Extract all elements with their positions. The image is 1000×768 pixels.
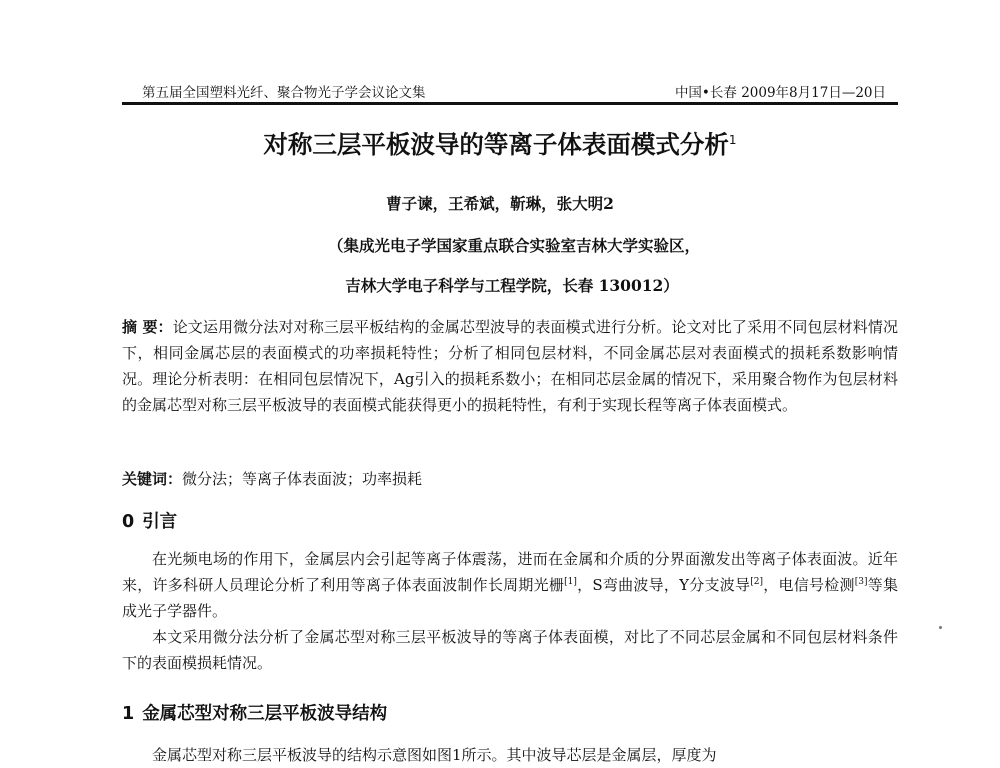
running-header <box>122 80 898 105</box>
abstract-label: 摘 要： <box>122 318 173 336</box>
keywords-label: 关键词： <box>122 470 183 488</box>
paper-title <box>0 126 1000 161</box>
citation-2[interactable]: [2] <box>750 577 763 587</box>
abstract <box>122 314 898 418</box>
conference-location-date: 中国•长春 2009年8月17日—20日 <box>674 85 886 101</box>
author-list: 曹子谏，王希斌，靳琳，张大明2 <box>386 194 614 213</box>
intro-p1-text-b: ，S弯曲波导，Y分支波导 <box>576 576 751 594</box>
intro-p1-text-c: ，电信号检测 <box>763 576 855 594</box>
affiliation-line-1: （集成光电子学国家重点联合实验室吉林大学实验区， <box>327 236 700 255</box>
section-1-heading <box>122 700 387 725</box>
paper-title-text: 对称三层平板波导的等离子体表面模式分析 <box>263 130 729 159</box>
intro-p1-text-d: 等集成光子学器件。 <box>122 576 898 620</box>
title-footnote-mark: 1 <box>728 132 737 147</box>
section-1-title: 金属芯型对称三层平板波导结构 <box>142 704 388 724</box>
section-0-title: 引言 <box>142 512 178 532</box>
section-1-number: 1 <box>122 704 135 724</box>
intro-paragraph-1 <box>122 546 898 624</box>
section-0-number: 0 <box>122 512 135 532</box>
intro-paragraph-2: 本文采用微分法分析了金属芯型对称三层平板波导的等离子体表面模，对比了不同芯层金属和不同包层材料条件下的表面模损耗情况。 <box>122 628 898 672</box>
section-0-body <box>122 546 898 676</box>
scan-speck <box>939 626 942 629</box>
conference-name: 第五届全国塑料光纤、聚合物光子学会议论文集 <box>142 85 426 101</box>
intro-p1-text-a: 在光频电场的作用下，金属层内会引起等离子体震荡，进而在金属和介质的分界面激发出等离子体表面波。近年来，许多科研人员理论分析了利用等离子体表面波制作长周期光栅 <box>122 550 898 594</box>
keywords-text: 微分法；等离子体表面波；功率损耗 <box>182 470 423 488</box>
keywords <box>122 466 898 492</box>
abstract-text: 论文运用微分法对对称三层平板结构的金属芯型波导的表面模式进行分析。论文对比了采用不同包层材料情况下，相同金属芯层的表面模式的功率损耗特性；分析了相同包层材料，不同金属芯层对表面模式的损耗系数影响情况。理论分析表明：在相同包层情况下，Ag引入的损耗系数小；在相同芯层金属的情况下，采用聚合物作为包层材料的金属芯型对称三层平板波导的表面模式能获得更小的损耗特性，有利于实现长程等离子体表面模式。 <box>122 318 898 414</box>
citation-3[interactable]: [3] <box>854 577 868 587</box>
citation-1[interactable]: [1] <box>564 577 577 587</box>
section-1-first-line: 金属芯型对称三层平板波导的结构示意图如图1所示。其中波导芯层是金属层，厚度为 <box>152 746 717 764</box>
affiliation-line-2: 吉林大学电子科学与工程学院，长春 130012） <box>345 276 679 295</box>
section-0-heading <box>122 508 177 533</box>
